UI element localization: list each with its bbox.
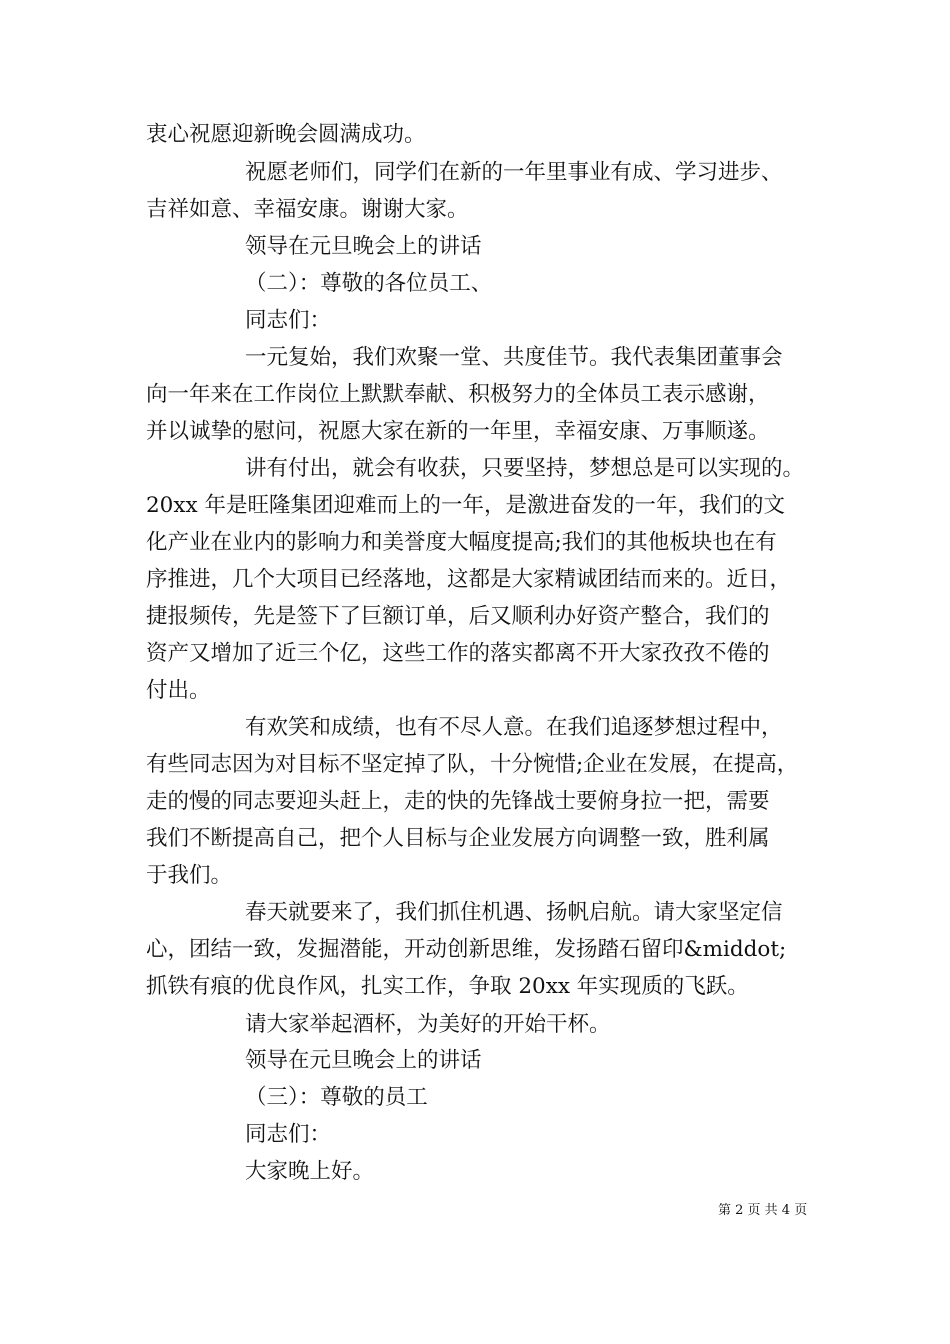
text-line: 化产业在业内的影响力和美誉度大幅度提高;我们的其他板块也在有 bbox=[146, 530, 777, 555]
salutation: 同志们： bbox=[245, 1122, 332, 1147]
section-heading: 领导在元旦晚会上的讲话 bbox=[245, 234, 482, 259]
text-line: 衷心祝愿迎新晚会圆满成功。 bbox=[146, 122, 426, 147]
section-subheading: （三）：尊敬的员工 bbox=[245, 1085, 428, 1110]
text-line: 付出。 bbox=[146, 678, 211, 703]
text-line: 向一年来在工作岗位上默默奉献、积极努力的全体员工表示感谢， bbox=[146, 382, 770, 407]
text-line: 心，团结一致，发掘潜能，开动创新思维，发扬踏石留印&middot; bbox=[146, 937, 787, 962]
text-line: 有些同志因为对目标不坚定掉了队，十分惋惜;企业在发展，在提高， bbox=[146, 752, 799, 777]
salutation: 同志们： bbox=[245, 308, 332, 333]
text-line: 序推进，几个大项目已经落地，这都是大家精诚团结而来的。近日， bbox=[146, 567, 792, 592]
text-line: 祝愿老师们，同学们在新的一年里事业有成、学习进步、 bbox=[245, 160, 783, 185]
section-subheading: （二）：尊敬的各位员工、 bbox=[245, 271, 493, 296]
text-line: 吉祥如意、幸福安康。谢谢大家。 bbox=[146, 197, 469, 222]
text-line: 走的慢的同志要迎头赶上，走的快的先锋战士要俯身拉一把，需要 bbox=[146, 789, 770, 814]
text-line: 有欢笑和成绩，也有不尽人意。在我们追逐梦想过程中， bbox=[245, 715, 783, 740]
text-line: 我们不断提高自己，把个人目标与企业发展方向调整一致，胜利属 bbox=[146, 826, 770, 851]
section-heading: 领导在元旦晚会上的讲话 bbox=[245, 1048, 482, 1073]
text-line: 资产又增加了近三个亿，这些工作的落实都离不开大家孜孜不倦的 bbox=[146, 641, 770, 666]
text-line: 一元复始，我们欢聚一堂、共度佳节。我代表集团董事会 bbox=[245, 345, 783, 370]
text-line: 20xx 年是旺隆集团迎难而上的一年，是激进奋发的一年，我们的文 bbox=[146, 493, 785, 518]
text-line: 请大家举起酒杯，为美好的开始干杯。 bbox=[245, 1012, 611, 1037]
text-line: 抓铁有痕的优良作风，扎实工作，争取 20xx 年实现质的飞跃。 bbox=[146, 974, 749, 999]
page-number: 第 2 页 共 4 页 bbox=[718, 1203, 808, 1218]
text-line: 大家晚上好。 bbox=[245, 1159, 375, 1184]
text-line: 讲有付出，就会有收获，只要坚持，梦想总是可以实现的。 bbox=[245, 456, 805, 481]
text-line: 春天就要来了，我们抓住机遇、扬帆启航。请大家坚定信 bbox=[245, 900, 783, 925]
text-line: 于我们。 bbox=[146, 863, 233, 888]
text-line: 并以诚挚的慰问，祝愿大家在新的一年里，幸福安康、万事顺遂。 bbox=[146, 419, 770, 444]
text-line: 捷报频传，先是签下了巨额订单，后又顺利办好资产整合，我们的 bbox=[146, 604, 770, 629]
